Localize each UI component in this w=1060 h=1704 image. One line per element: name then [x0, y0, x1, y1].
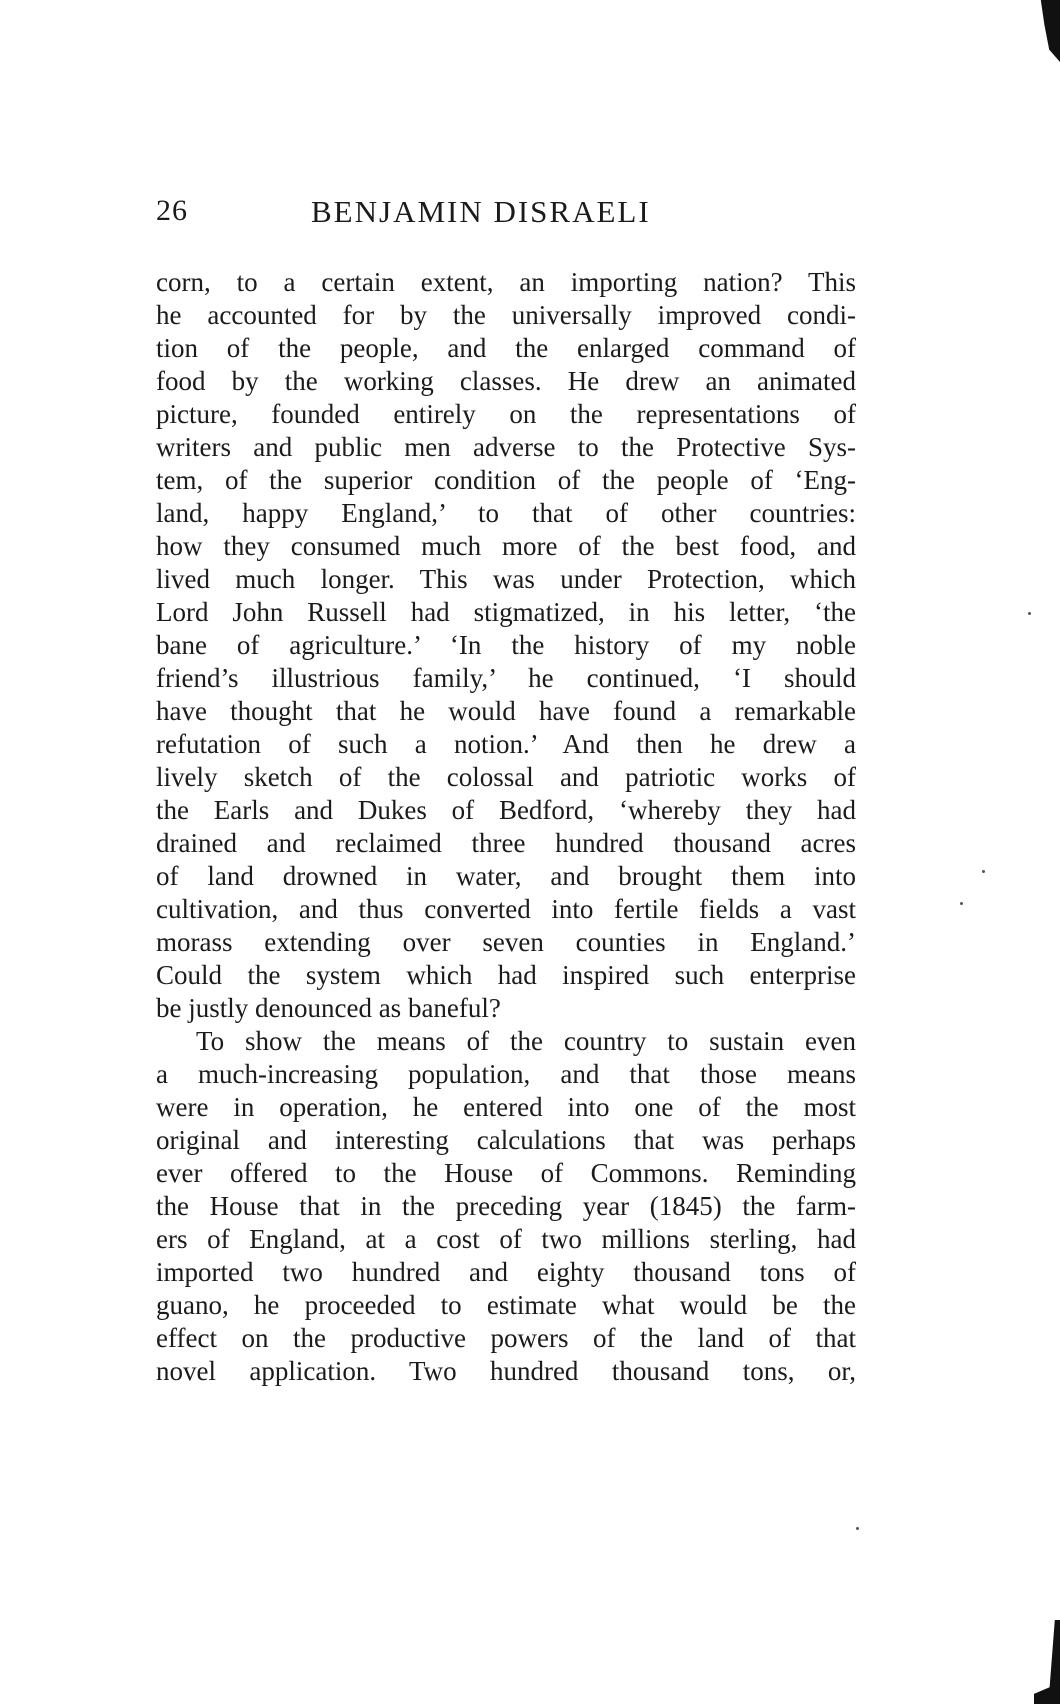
scan-speck — [982, 870, 985, 873]
text-line: bane of agriculture.’ ‘In the history of my noble — [156, 630, 856, 660]
text-line: be justly denounced as baneful? — [156, 993, 501, 1023]
text-line: effect on the productive powers of the land of that — [156, 1323, 856, 1353]
text-line: the Earls and Dukes of Bedford, ‘whereby they had — [156, 795, 856, 825]
text-line: writers and public men adverse to the Protective Sys- — [156, 432, 856, 462]
text-line: refutation of such a notion.’ And then he drew a — [156, 729, 856, 759]
text-line: Lord John Russell had stigmatized, in his letter, ‘the — [156, 597, 856, 627]
text-line: tion of the people, and the enlarged command of — [156, 333, 856, 363]
body-text — [156, 266, 856, 1388]
text-line: guano, he proceeded to estimate what would be the — [156, 1290, 856, 1320]
text-line: novel application. Two hundred thousand tons, or, — [156, 1356, 856, 1386]
text-line: food by the working classes. He drew an animated — [156, 366, 856, 396]
text-line: friend’s illustrious family,’ he continued, ‘I should — [156, 663, 856, 693]
text-line: morass extending over seven counties in England.’ — [156, 927, 856, 957]
text-line: drained and reclaimed three hundred thousand acres — [156, 828, 856, 858]
text-line: have thought that he would have found a remarkable — [156, 696, 856, 726]
text-line: were in operation, he entered into one of the most — [156, 1092, 856, 1122]
text-line: imported two hundred and eighty thousand tons of — [156, 1257, 856, 1287]
text-line: ever offered to the House of Commons. Reminding — [156, 1158, 856, 1188]
scan-speck — [960, 902, 963, 905]
text-line: picture, founded entirely on the representations of — [156, 399, 856, 429]
page-number: 26 — [156, 194, 188, 227]
text-line: Could the system which had inspired such enterprise — [156, 960, 856, 990]
text-line: the House that in the preceding year (1845) the farm- — [156, 1191, 856, 1221]
text-line: land, happy England,’ to that of other countries: — [156, 498, 856, 528]
text-line: a much-increasing population, and that those means — [156, 1059, 856, 1089]
text-line: tem, of the superior condition of the people of ‘Eng- — [156, 465, 856, 495]
text-line: ers of England, at a cost of two millions sterling, had — [156, 1224, 856, 1254]
text-line: he accounted for by the universally improved condi- — [156, 300, 856, 330]
text-line: cultivation, and thus converted into fertile fields a vast — [156, 894, 856, 924]
text-line: lively sketch of the colossal and patriotic works of — [156, 762, 856, 792]
scan-speck — [856, 1527, 859, 1530]
scan-speck — [1028, 612, 1031, 615]
running-head: BENJAMIN DISRAELI — [311, 194, 651, 229]
text-line: To show the means of the country to sustain even — [196, 1026, 856, 1056]
scan-edge-mark — [1036, 0, 1060, 62]
text-line: lived much longer. This was under Protection, which — [156, 564, 856, 594]
text-line: original and interesting calculations that was perhaps — [156, 1125, 856, 1155]
text-line: corn, to a certain extent, an importing nation? This — [156, 267, 856, 297]
text-line: how they consumed much more of the best food, and — [156, 531, 856, 561]
text-line: of land drowned in water, and brought them into — [156, 861, 856, 891]
paragraph-2 — [156, 1025, 856, 1388]
page-header — [156, 194, 856, 244]
scan-edge-mark — [1034, 1620, 1060, 1704]
paragraph-1 — [156, 266, 856, 1025]
